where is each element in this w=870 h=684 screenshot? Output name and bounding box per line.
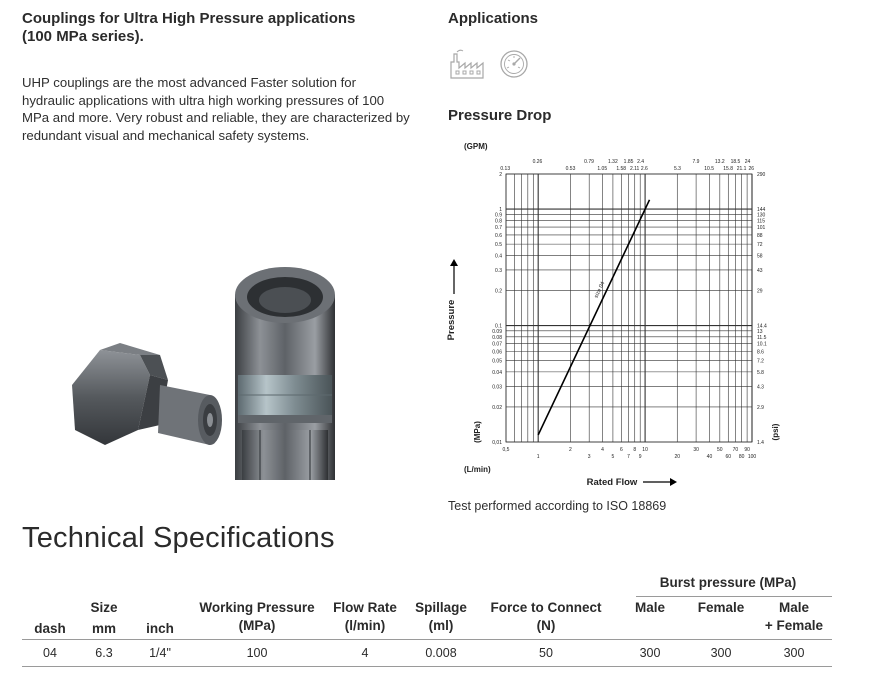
x-tick-label-top: 0.26	[532, 159, 543, 165]
x-axis-arrowhead	[670, 478, 677, 486]
bottom-unit-label: (L/min)	[464, 465, 491, 474]
y-tick-label-left: 0.07	[492, 341, 502, 348]
y-tick-label-left: 0.2	[495, 288, 502, 295]
x-tick-label-top: 1.58	[616, 166, 627, 172]
cell-working-pressure: 100	[246, 646, 268, 660]
x-tick-label-top: 26	[748, 166, 755, 172]
page-title-line-2: (100 MPa series).	[22, 28, 144, 45]
y-tick-label-right: 10.1	[757, 341, 767, 348]
x-tick-label-top: 21.1	[736, 166, 747, 172]
x-tick-label-bottom: 7	[627, 454, 630, 460]
x-tick-label-bottom: 0,5	[502, 447, 510, 453]
x-tick-label-bottom: 30	[693, 447, 699, 453]
y-axis-title: Pressure	[446, 299, 457, 341]
male-coupling	[72, 343, 222, 445]
x-tick-label-top: 7.9	[692, 159, 700, 165]
y-tick-label-left: 0.7	[495, 225, 502, 232]
y-tick-label-left: 0.6	[495, 232, 502, 239]
applications-icons	[448, 48, 530, 82]
x-axis-title: Rated Flow	[586, 477, 638, 488]
x-tick-label-top: 2.4	[637, 159, 645, 165]
x-tick-label-bottom: 90	[744, 447, 750, 453]
page-title	[22, 10, 422, 46]
col-force-to-connect: Force to Connect	[490, 600, 602, 615]
y-tick-label-left: 0.08	[492, 334, 502, 341]
x-tick-label-top: 2.6	[640, 166, 648, 172]
y-tick-label-right: 88	[757, 232, 763, 239]
y-tick-label-right: 8.6	[757, 349, 764, 356]
y-tick-label-left: 0.1	[495, 323, 502, 330]
factory-icon	[448, 48, 486, 82]
y-tick-label-right: 13	[757, 328, 763, 335]
cell-burst-male: 300	[639, 646, 661, 660]
x-tick-label-top: 1.05	[597, 166, 608, 172]
applications-heading: Applications	[448, 10, 539, 27]
col-burst-male: Male	[634, 600, 665, 615]
header-divider	[22, 639, 832, 640]
x-tick-label-top: 10.5	[704, 166, 715, 172]
cell-spillage: 0.008	[425, 646, 457, 660]
y-tick-label-right: 72	[757, 242, 763, 249]
x-tick-label-bottom: 20	[674, 454, 681, 460]
y-tick-label-right: 290	[757, 172, 766, 178]
x-tick-label-bottom: 5	[611, 454, 615, 460]
x-tick-label-bottom: 3	[587, 454, 591, 460]
col-size-mm: mm	[91, 621, 116, 636]
x-tick-label-bottom: 10	[642, 447, 648, 453]
y-tick-label-right: 1.4	[757, 440, 764, 446]
col-working-pressure-unit: (MPa)	[238, 618, 276, 633]
y-tick-label-right: 2.9	[757, 404, 764, 411]
y-tick-label-right: 101	[757, 225, 766, 232]
y-tick-label-right: 115	[757, 218, 765, 225]
col-burst-male-female-line2: + Female	[764, 618, 824, 633]
y-tick-label-left: 0.3	[495, 267, 502, 274]
right-unit-label: (psi)	[771, 423, 780, 441]
y-tick-label-right: 29	[757, 288, 763, 295]
y-tick-label-left: 0.9	[495, 212, 502, 219]
series-label: size 04	[593, 280, 607, 300]
y-tick-label-right: 58	[757, 253, 763, 260]
female-coupling	[235, 267, 335, 480]
y-tick-label-left: 0.06	[492, 349, 502, 356]
y-tick-label-left: 0.03	[492, 384, 502, 391]
x-tick-label-bottom: 40	[706, 454, 713, 460]
burst-pressure-divider	[636, 596, 832, 597]
col-size-inch: inch	[146, 621, 174, 636]
cell-dash: 04	[43, 646, 57, 660]
x-tick-label-top: 0.53	[565, 166, 576, 172]
y-tick-label-right: 130	[757, 212, 766, 219]
x-tick-label-bottom: 1	[536, 454, 540, 460]
pressure-drop-chart-svg	[440, 134, 780, 494]
x-tick-label-bottom: 9	[638, 454, 642, 460]
pressure-drop-chart	[440, 134, 780, 494]
x-tick-label-bottom: 2	[568, 447, 572, 453]
product-description: UHP couplings are the most advanced Faster solution for hydraulic applications with ultra high working pressures of 100 MPa and more. Very robust and reliable, they are characterized by redundant visual and mechanical safety systems.	[22, 75, 410, 143]
left-unit-label: (MPa)	[473, 421, 482, 443]
col-burst-male-female-line1: Male	[778, 600, 809, 615]
col-size: Size	[90, 600, 118, 615]
y-tick-label-right: 7.2	[757, 358, 764, 365]
x-tick-label-bottom: 8	[633, 447, 637, 453]
y-tick-label-right: 4.3	[757, 384, 764, 391]
x-tick-label-top: 1.85	[623, 159, 634, 165]
y-tick-label-right: 43	[757, 267, 763, 274]
test-note: Test performed according to ISO 18869	[448, 499, 667, 513]
x-tick-label-top: 24	[744, 159, 751, 165]
col-dash: dash	[34, 621, 66, 636]
burst-pressure-group-header: Burst pressure (MPa)	[659, 575, 797, 590]
col-flow-rate-unit: (l/min)	[344, 618, 386, 633]
cell-burst-female: 300	[710, 646, 732, 660]
cell-burst-male-female: 300	[783, 646, 805, 660]
page-title-line-1: Couplings for Ultra High Pressure applications	[22, 10, 356, 27]
y-tick-label-left: 2	[499, 172, 502, 178]
y-tick-label-left: 0.8	[495, 218, 502, 225]
cell-force: 50	[539, 646, 553, 660]
coupling-illustration	[60, 255, 360, 490]
col-working-pressure: Working Pressure	[199, 600, 315, 615]
pressure-drop-heading: Pressure Drop	[448, 107, 552, 124]
x-tick-label-top: 2.11	[629, 166, 640, 172]
cell-flow-rate: 4	[361, 646, 369, 660]
y-tick-label-left: 0.09	[492, 328, 502, 335]
y-tick-label-right: 14.4	[757, 323, 767, 330]
y-tick-label-right: 11.5	[757, 334, 767, 341]
x-tick-label-bottom: 4	[601, 447, 604, 453]
x-tick-label-top: 5.3	[673, 166, 681, 172]
col-burst-female: Female	[697, 600, 745, 615]
x-tick-label-bottom: 100	[747, 454, 757, 460]
x-tick-label-bottom: 70	[732, 447, 739, 453]
x-tick-label-top: 18.5	[730, 159, 741, 165]
y-tick-label-left: 0.05	[492, 358, 502, 365]
col-spillage: Spillage	[415, 600, 467, 615]
y-tick-label-left: 0.02	[492, 404, 502, 411]
y-tick-label-left: 0.5	[495, 242, 502, 249]
coupling-product-photo	[60, 255, 360, 490]
row-divider	[22, 666, 832, 667]
y-axis-arrowhead	[450, 259, 458, 266]
x-tick-label-bottom: 6	[619, 447, 623, 453]
x-tick-label-top: 15.8	[723, 166, 733, 172]
y-tick-label-left: 0.04	[492, 369, 502, 376]
cell-mm: 6.3	[95, 646, 113, 660]
x-tick-label-top: 13.2	[714, 159, 725, 165]
x-tick-label-top: 1.32	[608, 159, 618, 165]
x-tick-label-bottom: 50	[717, 447, 723, 453]
y-tick-label-left: 0.4	[495, 253, 502, 260]
col-force-unit: (N)	[536, 618, 556, 633]
y-tick-label-left: 0,01	[492, 440, 502, 446]
x-tick-label-top: 0.79	[584, 159, 594, 165]
col-spillage-unit: (ml)	[428, 618, 454, 633]
technical-specifications-heading: Technical Specifications	[22, 522, 335, 554]
x-tick-label-bottom: 60	[725, 454, 732, 460]
x-tick-label-top: 0.13	[500, 166, 511, 172]
y-tick-label-right: 144	[757, 207, 766, 214]
x-tick-label-bottom: 80	[738, 454, 745, 460]
y-tick-label-left: 1	[499, 207, 502, 214]
cell-inch: 1/4"	[149, 646, 171, 660]
y-tick-label-right: 5.8	[757, 369, 764, 376]
top-unit-label: (GPM)	[464, 142, 488, 151]
col-flow-rate: Flow Rate	[333, 600, 397, 615]
pressure-gauge-icon	[498, 48, 530, 80]
